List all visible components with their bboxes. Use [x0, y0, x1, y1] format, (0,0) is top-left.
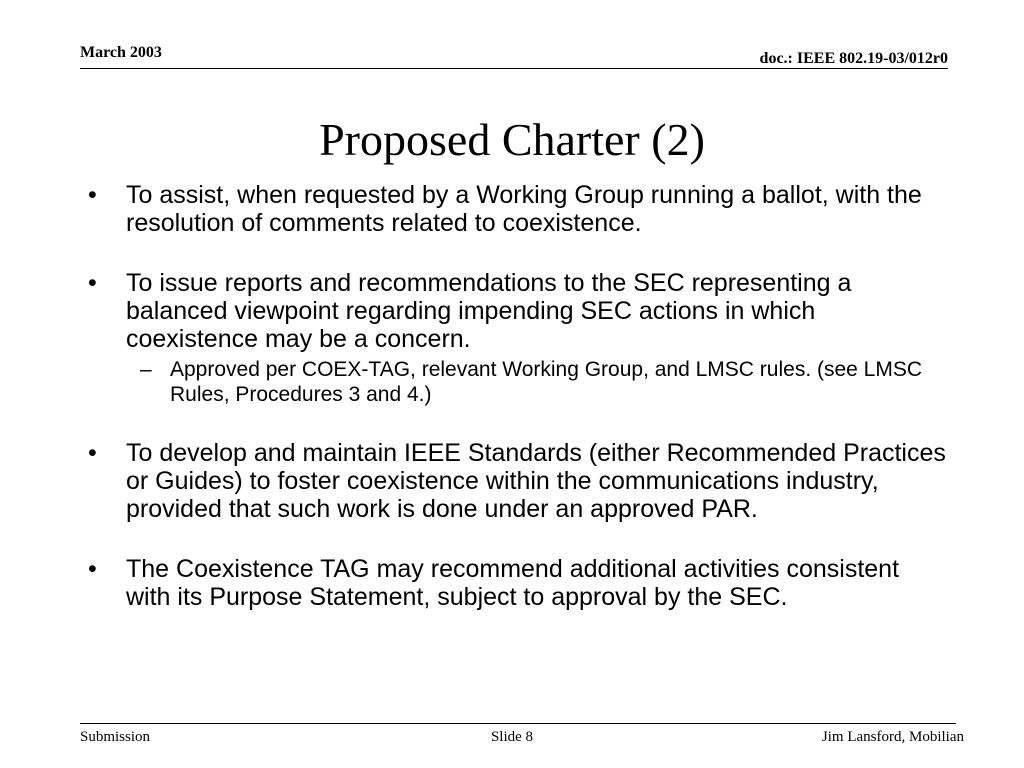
bullet-text: The Coexistence TAG may recommend additional activities consistent with its Purpose Statement, subject to approval by the SEC.	[126, 555, 900, 611]
bullet-text: To develop and maintain IEEE Standards (either Recommended Practices or Guides) to foster coexistence within the communications industry, provided that such work is done under an approved PAR.	[126, 439, 946, 523]
sub-bullet-item	[88, 357, 948, 407]
bullet-item	[88, 269, 948, 353]
footer-submission: Submission	[80, 729, 151, 745]
header-rule	[80, 68, 948, 69]
bullet-item	[88, 439, 948, 523]
bullet-text: To issue reports and recommendations to the SEC representing a balanced viewpoint regarding impending SEC actions in which coexistence may be a concern.	[126, 269, 852, 353]
bullet-text: To assist, when requested by a Working Group running a ballot, with the resolution of comments related to coexistence.	[126, 181, 922, 237]
sub-bullet-marker: –	[140, 358, 152, 381]
footer-slide-number: Slide 8	[490, 729, 534, 745]
footer-rule	[80, 723, 956, 724]
footer-author: Jim Lansford, Mobilian	[821, 729, 964, 745]
bullet-marker: •	[88, 555, 97, 583]
bullet-marker: •	[88, 269, 97, 297]
header-date: March 2003	[80, 44, 162, 61]
bullet-marker: •	[88, 439, 97, 467]
slide-content	[88, 181, 948, 611]
slide-title: Proposed Charter (2)	[319, 114, 705, 165]
bullet-item	[88, 181, 948, 237]
bullet-item	[88, 555, 948, 611]
header-doc-id: doc.: IEEE 802.19-03/012r0	[759, 50, 948, 67]
sub-bullet-text: Approved per COEX-TAG, relevant Working Group, and LMSC rules. (see LMSC Rules, Procedures 3 and 4.)	[170, 358, 923, 406]
bullet-marker: •	[88, 181, 97, 209]
